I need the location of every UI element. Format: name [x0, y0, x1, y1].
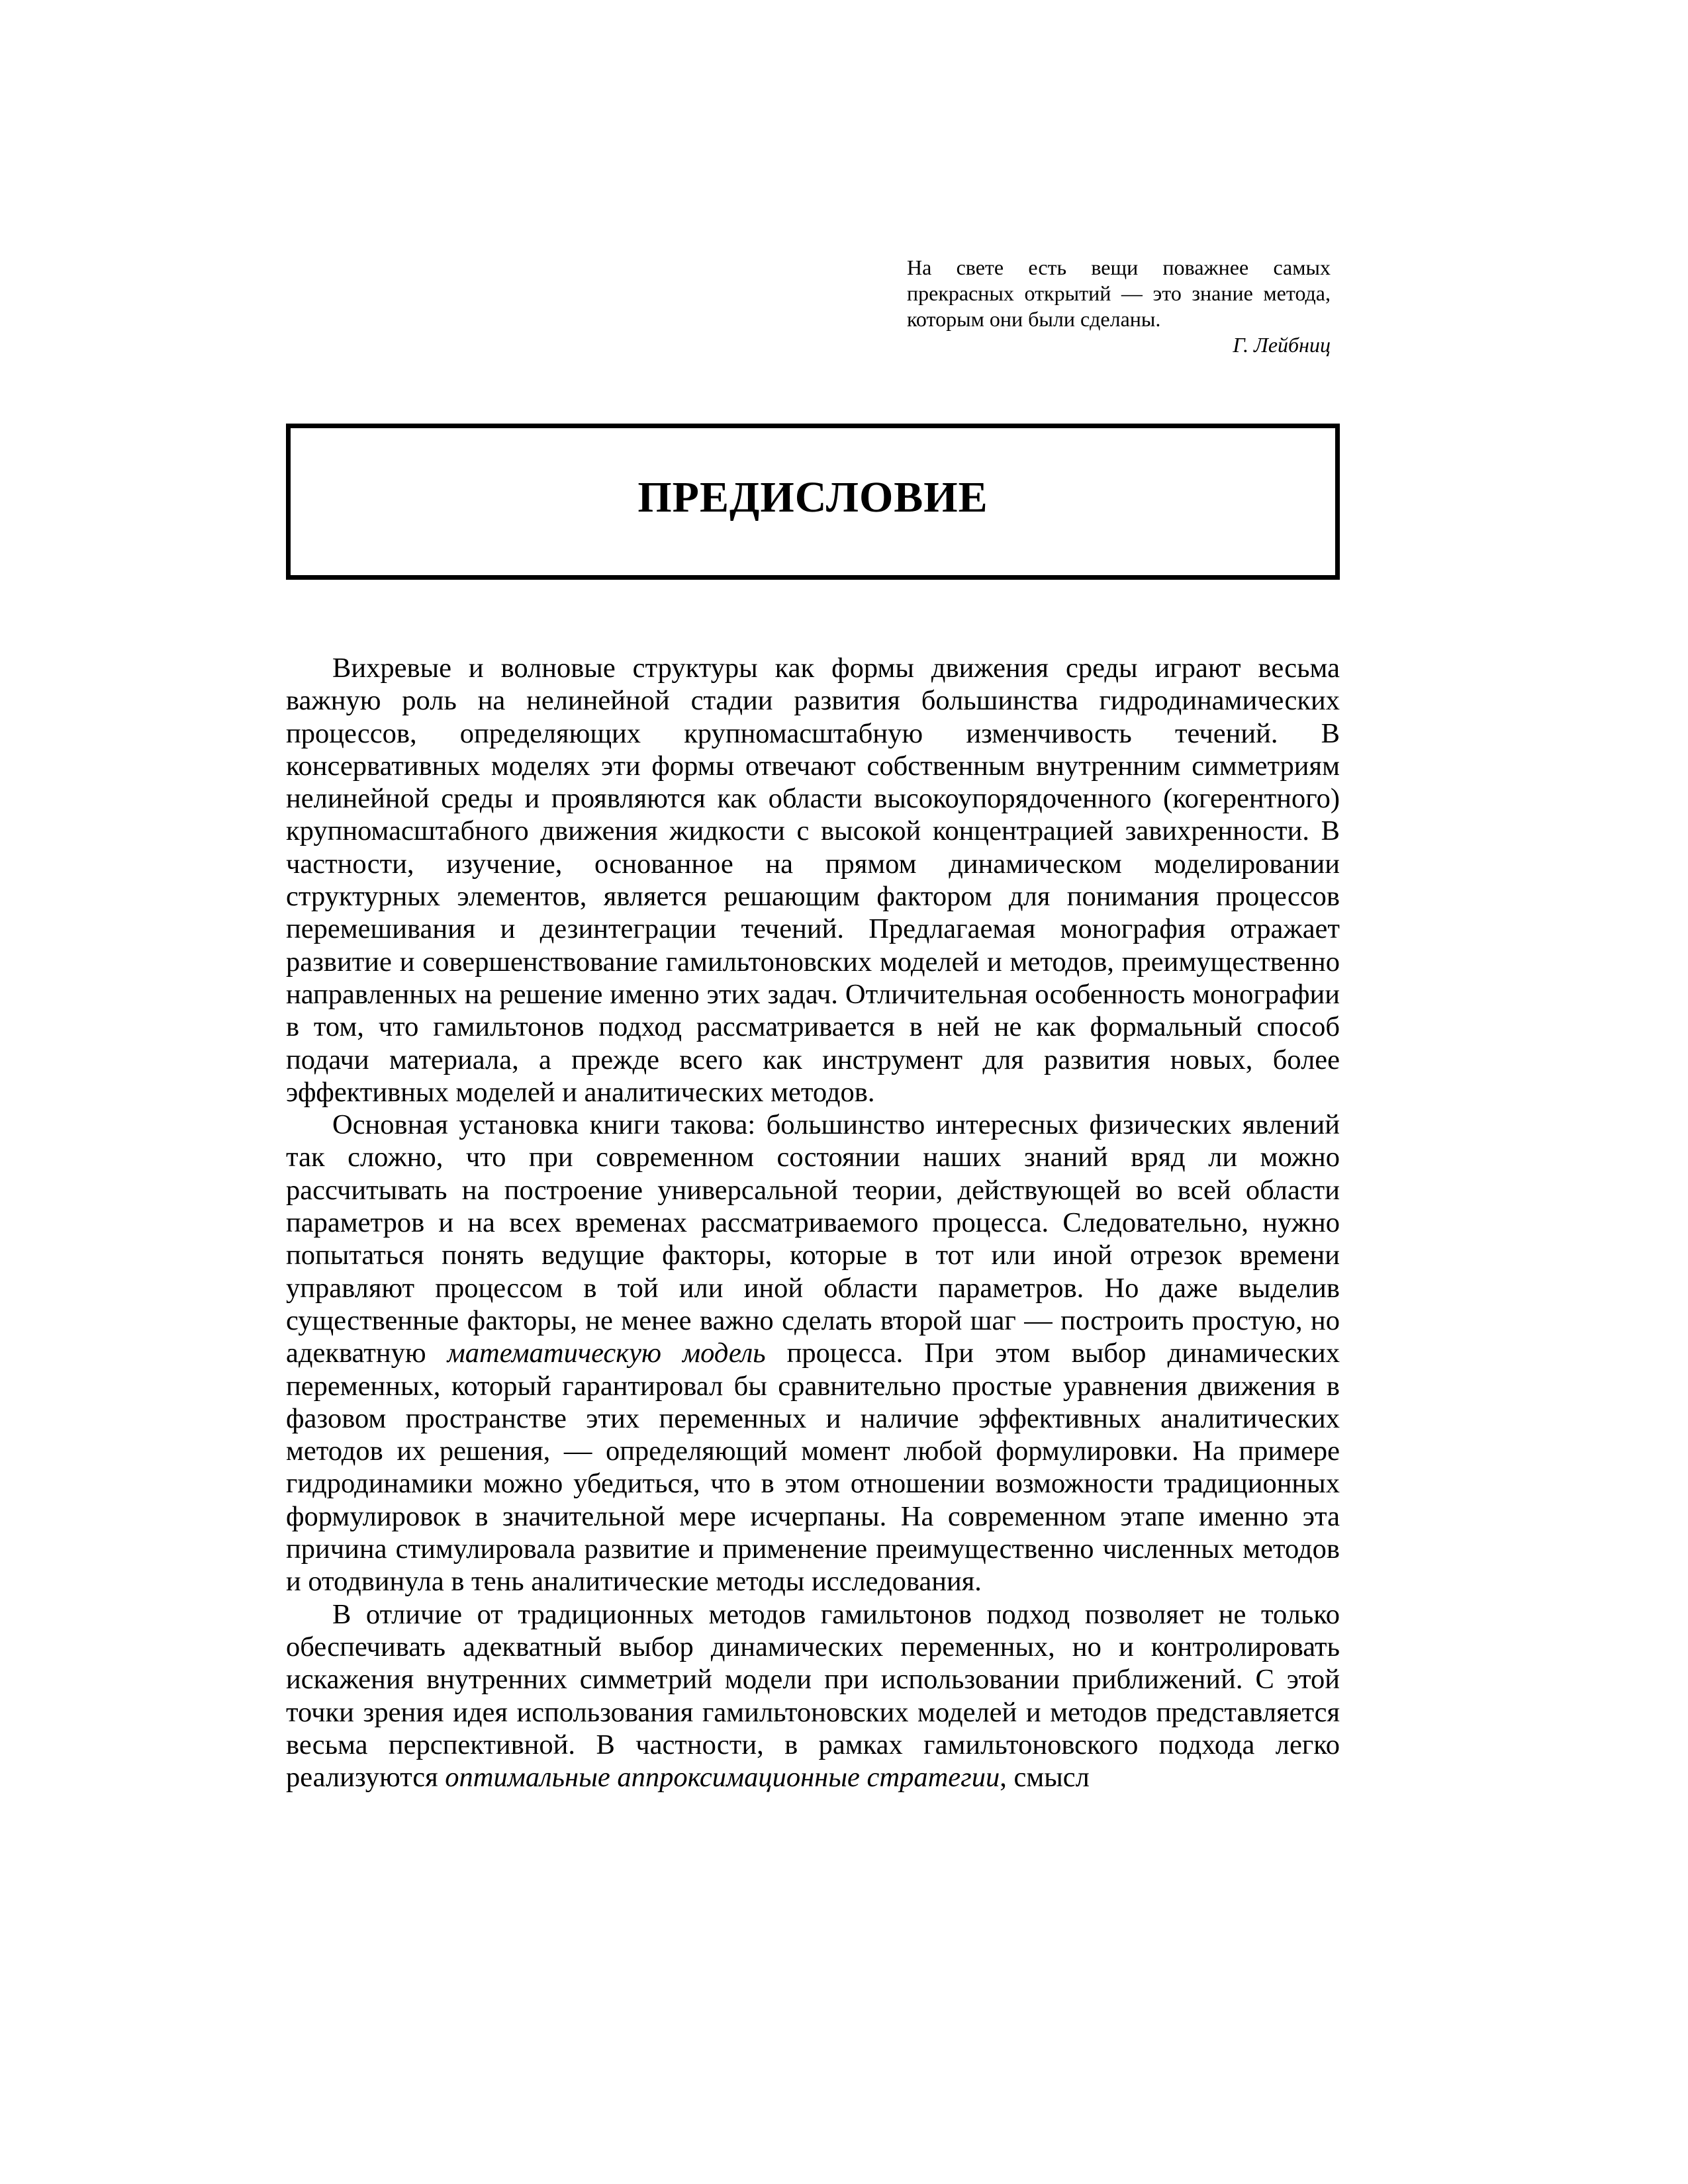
epigraph-quote: На свете есть вещи поважнее самых прекрасных открытий — это знание метода, которым они были сделаны.	[907, 255, 1331, 331]
paragraph-3-text-a: В отличие от традиционных методов гамильтонов подход позволяет не только обеспечивать адекватный выбор динамических переменных, но и контролировать искажения внутренних симметрий модели при использовании приближений. С этой точки зрения идея использования гамильтоновских моделей и методов представляется весьма перспективной. В частности, в рамках гамильтоновского подхода легко реализуются	[286, 1598, 1340, 1794]
chapter-title: ПРЕДИСЛОВИЕ	[637, 473, 988, 522]
paragraph-1: Вихревые и волновые структуры как формы движения среды играют весьма важную роль на нелинейной стадии развития большинства гидродинамических процессов, определяющих крупномасштабную изменчивость течений. В консервативных моделях эти формы отвечают собственным внутренним симметриям нелинейной среды и проявляются как области высокоупорядоченного (когерентного) крупномасштабного движения жидкости с высокой концентрацией завихренности. В частности, изучение, основанное на прямом динамическом моделировании структурных элементов, является решающим фактором для понимания процессов перемешивания и дезинтеграции течений. Предлагаемая монография отражает развитие и совершенствование гамильтоновских моделей и методов, преимущественно направленных на решение именно этих задач. Отличительная особенность монографии в том, что гамильтонов подход рассматривается в ней не как формальный способ подачи материала, а прежде всего как инструмент для развития новых, более эффективных моделей и аналитических методов.	[286, 653, 1340, 1108]
paragraph-3-text-b: , смысл	[1000, 1762, 1090, 1794]
paragraph-2-text-a: Основная установка книги такова: большинство интересных физических явлений так сложно, что при современном состоянии наших знаний вряд ли можно рассчитывать на построение универсальной теории, действующей во всей области параметров и на всех временах рассматриваемого процесса. Следовательно, нужно попытаться понять ведущие факторы, которые в тот или иной отрезок времени управляют процессом в той или иной области параметров. Но даже выделив существенные факторы, не менее важно сделать второй шаг — построить простую, но адекватную	[286, 1109, 1340, 1369]
paragraph-3	[286, 1598, 1340, 1794]
paragraph-2-emphasis: математическую модель	[447, 1338, 766, 1369]
epigraph-author: Г. Лейбниц	[1233, 333, 1331, 357]
preface-body	[286, 652, 1340, 1794]
epigraph	[907, 255, 1331, 358]
paragraph-2-text-b: процесса. При этом выбор динамических переменных, который гарантировал бы сравнительно простые уравнения движения в фазовом пространстве этих переменных и наличие эффективных аналитических методов их решения, — определяющий момент любой формулировки. На примере гидродинамики можно убедиться, что в этом отношении возможности традиционных формулировок в значительной мере исчерпаны. На современном этапе именно эта причина стимулировала развитие и применение преимущественно численных методов и отодвинула в тень аналитические методы исследования.	[286, 1338, 1340, 1598]
paragraph-3-emphasis: оптимальные аппроксимационные стратегии	[445, 1762, 1000, 1794]
title-frame	[286, 424, 1340, 580]
paragraph-2	[286, 1109, 1340, 1598]
